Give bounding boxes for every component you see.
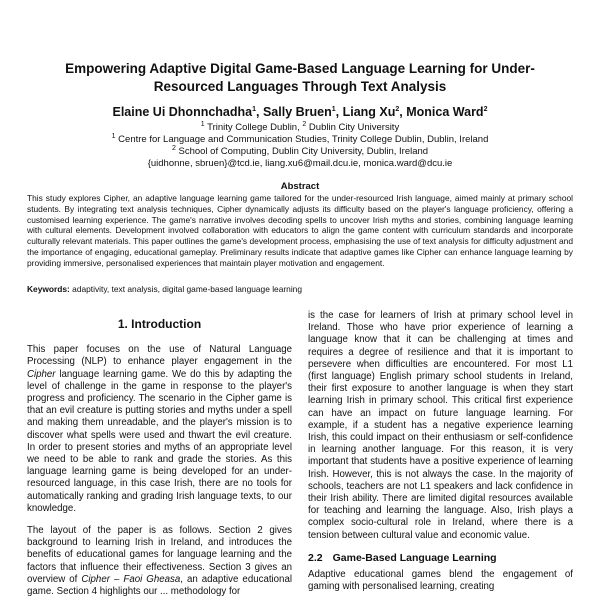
- section-heading-introduction: 1. Introduction: [117, 317, 202, 331]
- author-affil-sup: 1: [331, 105, 336, 113]
- author-affil-sup: 2: [395, 105, 400, 113]
- author-name: Monica Ward: [406, 105, 484, 119]
- author-name: Sally Bruen: [262, 105, 332, 119]
- affiliation-line: $^1$ Centre for Language and Communication Studies, Trinity College Dublin, Dublin, Ireland: [111, 132, 489, 145]
- left-column: [27, 310, 292, 608]
- keywords-text: adaptivity, text analysis, digital game-based language learning: [72, 284, 302, 294]
- author-list: Elaine Ui Dhonnchadha$^1$, Sally Bruen$^1$, Liang Xu$^2$, Monica Ward$^2$: [112, 105, 488, 119]
- abstract-heading: Abstract: [280, 181, 320, 192]
- abstract-text: This study explores Cipher, an adaptive language learning game tailored for the under-resourced Irish language, aimed mainly at primary school students. By integrating text analysis techniques, Cipher dynamically adjusts its difficulty based on the player's language proficiency, offering a customised learning experience. The game's narrative involves decoding spells to uncover Irish myths and stories, combining language learning with cultural elements. Development involved collaboration with educators to align the game content with curriculum standards and incorporate culturally relevant materials. This paper outlines the game's development process, emphasising the use of text analysis for difficulty adjustment and the importance of engaging, educational gameplay. Preliminary results indicate that adaptive games like Cipher can enhance language learning by providing immersive, personalised experiences that maintain player motivation and engagement.: [27, 193, 573, 268]
- paper-title: Empowering Adaptive Digital Game-Based Language Learning for Under-Resourced Languages Through Text Analysis: [65, 61, 535, 94]
- author-affil-sup: 1: [252, 105, 257, 113]
- right-column: [308, 310, 573, 603]
- keywords: [27, 284, 573, 294]
- keywords-label: Keywords:: [27, 284, 70, 294]
- body-paragraph: is the case for learners of Irish at primary school level in Ireland. Those who have prior experience of learning a language know that it can be challenging at times and requires a degree of resilience and that it is important to persevere when difficulties are encountered. For most L1 (first language) English primary school students in Ireland, their first exposure to another language is when they start learning Irish in primary school. This critical first experience can have an impact on future language learning. For example, if a student has a negative experience learning Irish, this could impact on their enthusiasm or self-confidence in learning another language. For this reason, it is very important that students have a positive experience of learning Irish. However, this is not always the case. In the majority of schools, teachers are not L1 speakers and lack confidence in their Irish ability. There are limited digital resources available for teaching and learning the language. Also, Irish plays a complex socio-cultural role in Ireland, where there is a tension between cultural value and economic value.: [308, 310, 573, 541]
- author-name: Elaine Ui Dhonnchadha: [112, 105, 253, 119]
- body-paragraph: Adaptive educational games blend the engagement of gaming with personalised learning, creating: [308, 569, 573, 593]
- affiliation-line: $^1$ Trinity College Dublin, $^2$ Dublin City University: [200, 120, 400, 133]
- affiliations: [40, 122, 560, 170]
- author-emails: {uidhonne, sbruen}@tcd.ie, liang.xu6@mail.dcu.ie, monica.ward@dcu.ie: [147, 158, 453, 169]
- subsection-heading-game-based-learning: 2.2 Game-Based Language Learning: [308, 551, 497, 564]
- body-paragraph: This paper focuses on the use of Natural Language Processing (NLP) to enhance player engagement in the Cipher language learning game. We do this by adapting the level of challenge in the game in response to the player's progress and proficiency. The scenario in the Cipher game is that an evil creature is putting stories and myths under a spell and making them unreadable, and the player's mission is to discover what spells were used and thwart the evil creature. In order to present stories and myths of an appropriate level we need to be able to rank and grade the stories. As this language learning game is being developed for an under-resourced language, in this case Irish, there are no tools for automatically ranking and grading Irish language texts, to our knowledge.: [27, 344, 292, 514]
- author-affil-sup: 2: [483, 105, 488, 113]
- affiliation-line: $^2$ School of Computing, Dublin City University, Dublin, Ireland: [171, 144, 429, 157]
- body-paragraph: The layout of the paper is as follows. Section 2 gives background to learning Irish in Ireland, and introduces the benefits of educational games for language learning and the factors that influence their effectiveness. Section 3 gives an overview of Cipher – Faoi Gheasa, an adaptive educational game. Section 4 highlights our ... methodology for: [27, 525, 292, 598]
- author-name: Liang Xu: [342, 105, 396, 119]
